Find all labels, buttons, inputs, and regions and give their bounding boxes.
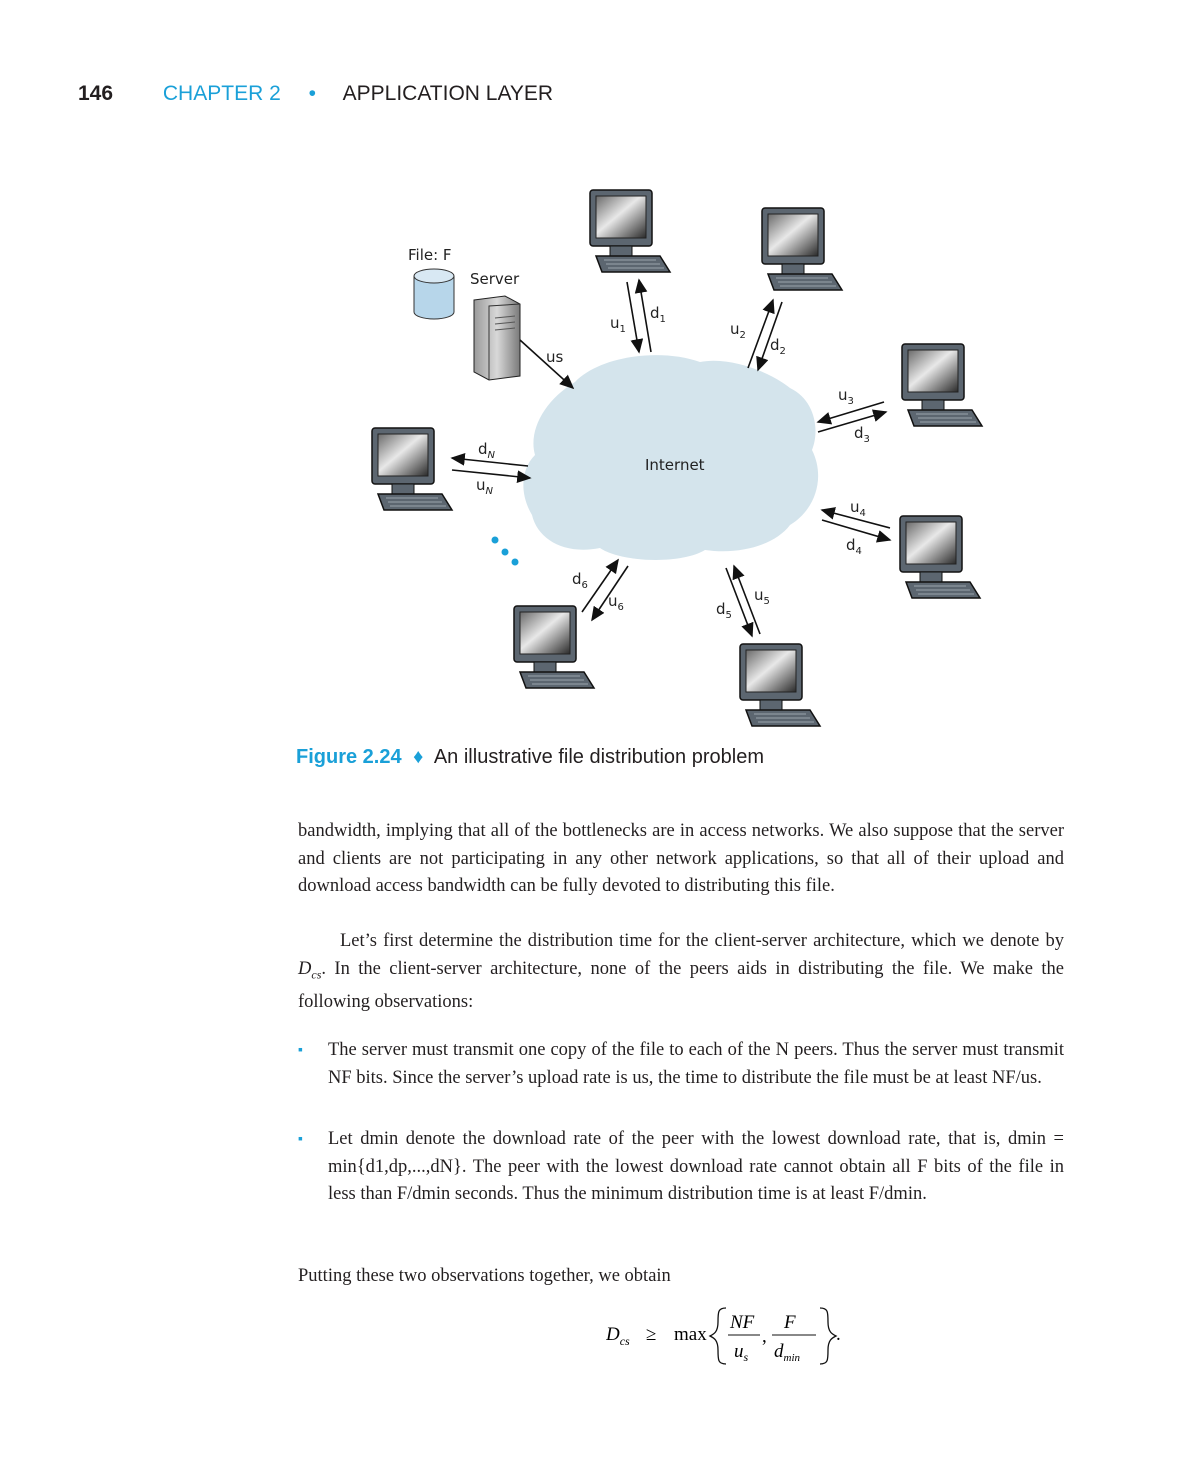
u6-label: $u_6$ — [608, 592, 624, 613]
u2-label: $u_2$ — [730, 320, 746, 341]
u4-label: $u_4$ — [850, 498, 866, 519]
chapter-label: CHAPTER 2 — [162, 82, 281, 105]
svg-text:F: F — [784, 1312, 796, 1333]
internet-label: Internet — [645, 456, 705, 474]
server-label: Server — [470, 270, 520, 288]
file-label: File: F — [408, 246, 452, 264]
bullet-2 — [298, 1126, 1064, 1209]
d5-label: $d_5$ — [716, 600, 732, 621]
peer-6-computer-icon — [514, 606, 594, 688]
svg-text:NF: NF — [730, 1312, 755, 1333]
peer-2-computer-icon — [762, 208, 842, 290]
d3-label: $d_3$ — [854, 424, 870, 445]
peer-n-computer-icon — [372, 428, 452, 510]
svg-text:.: . — [836, 1324, 841, 1345]
peer-5-computer-icon — [740, 644, 820, 726]
peer-3-computer-icon — [902, 344, 982, 426]
d1-label: $d_1$ — [650, 304, 666, 325]
d2-label: $d_2$ — [770, 336, 786, 357]
distribution-time-equation — [606, 1302, 846, 1372]
bullet-marker: ▪ — [298, 1043, 303, 1058]
d4-label: $d_4$ — [846, 536, 862, 557]
peer-4-computer-icon — [900, 516, 980, 598]
u1-label: $u_1$ — [610, 314, 626, 335]
caption-text: An illustrative file distribution problem — [433, 746, 764, 768]
bullet-1-text: The server must transmit one copy of the file to each of the N peers. Thus the server must transmit NF bits. Since the server’s upload rate is us, the time to distribute the file must be at least NF/us. — [328, 1040, 1064, 1088]
figure-caption — [296, 746, 764, 769]
paragraph-2: Let’s first determine the distribution time for the client-server architecture, which we denote by $D_{cs}$. In the client-server architecture, none of the peers aids in distributing the file. We make the following observations: — [298, 931, 1064, 1012]
server-icon — [474, 296, 520, 380]
bullet-1 — [298, 1037, 1064, 1092]
section-title: APPLICATION LAYER — [342, 82, 554, 105]
svg-text:max: max — [674, 1324, 707, 1345]
svg-text:dmin: $d_{min}$ — [774, 1341, 800, 1364]
svg-text:us: $u_s$ — [734, 1341, 749, 1364]
svg-text:,: , — [762, 1326, 767, 1347]
u3-label: $u_3$ — [838, 386, 854, 407]
more-peers-ellipsis — [492, 537, 519, 566]
paragraph-1: bandwidth, implying that all of the bottlenecks are in access networks. We also suppose that the server and clients are not participating in any other network applications, so that all of their upload and download access bandwidth can be fully devoted to distributing this file. — [298, 821, 1064, 896]
u5-label: $u_5$ — [754, 586, 770, 607]
un-label: $u_N$ — [476, 476, 493, 497]
caption-separator: ♦ — [413, 746, 424, 768]
header-bullet: • — [308, 82, 316, 105]
file-distribution-figure — [0, 0, 1200, 740]
paragraph-3: Putting these two observations together, we obtain — [298, 1266, 671, 1286]
page-number: 146 — [78, 82, 114, 105]
bullet-marker: ▪ — [298, 1132, 303, 1147]
bullet-2-text: Let dmin denote the download rate of the peer with the lowest download rate, that is, dmin = min{d1,dp,...,dN}. The peer with the lowest download rate cannot obtain all F bits of the file in less than F/dmin seconds. Thus the minimum distribution time is at least F/dmin. — [328, 1129, 1064, 1204]
file-cylinder-icon — [414, 269, 454, 319]
us-label: us — [546, 348, 564, 366]
peer-1-computer-icon — [590, 190, 670, 272]
figure-label: Figure 2.24 — [296, 746, 402, 768]
dn-label: $d_N$ — [478, 440, 496, 461]
d6-label: $d_6$ — [572, 570, 588, 591]
svg-text:Dcs: $D_{cs}$ — [606, 1324, 630, 1348]
svg-text:≥: ≥ — [646, 1324, 657, 1345]
